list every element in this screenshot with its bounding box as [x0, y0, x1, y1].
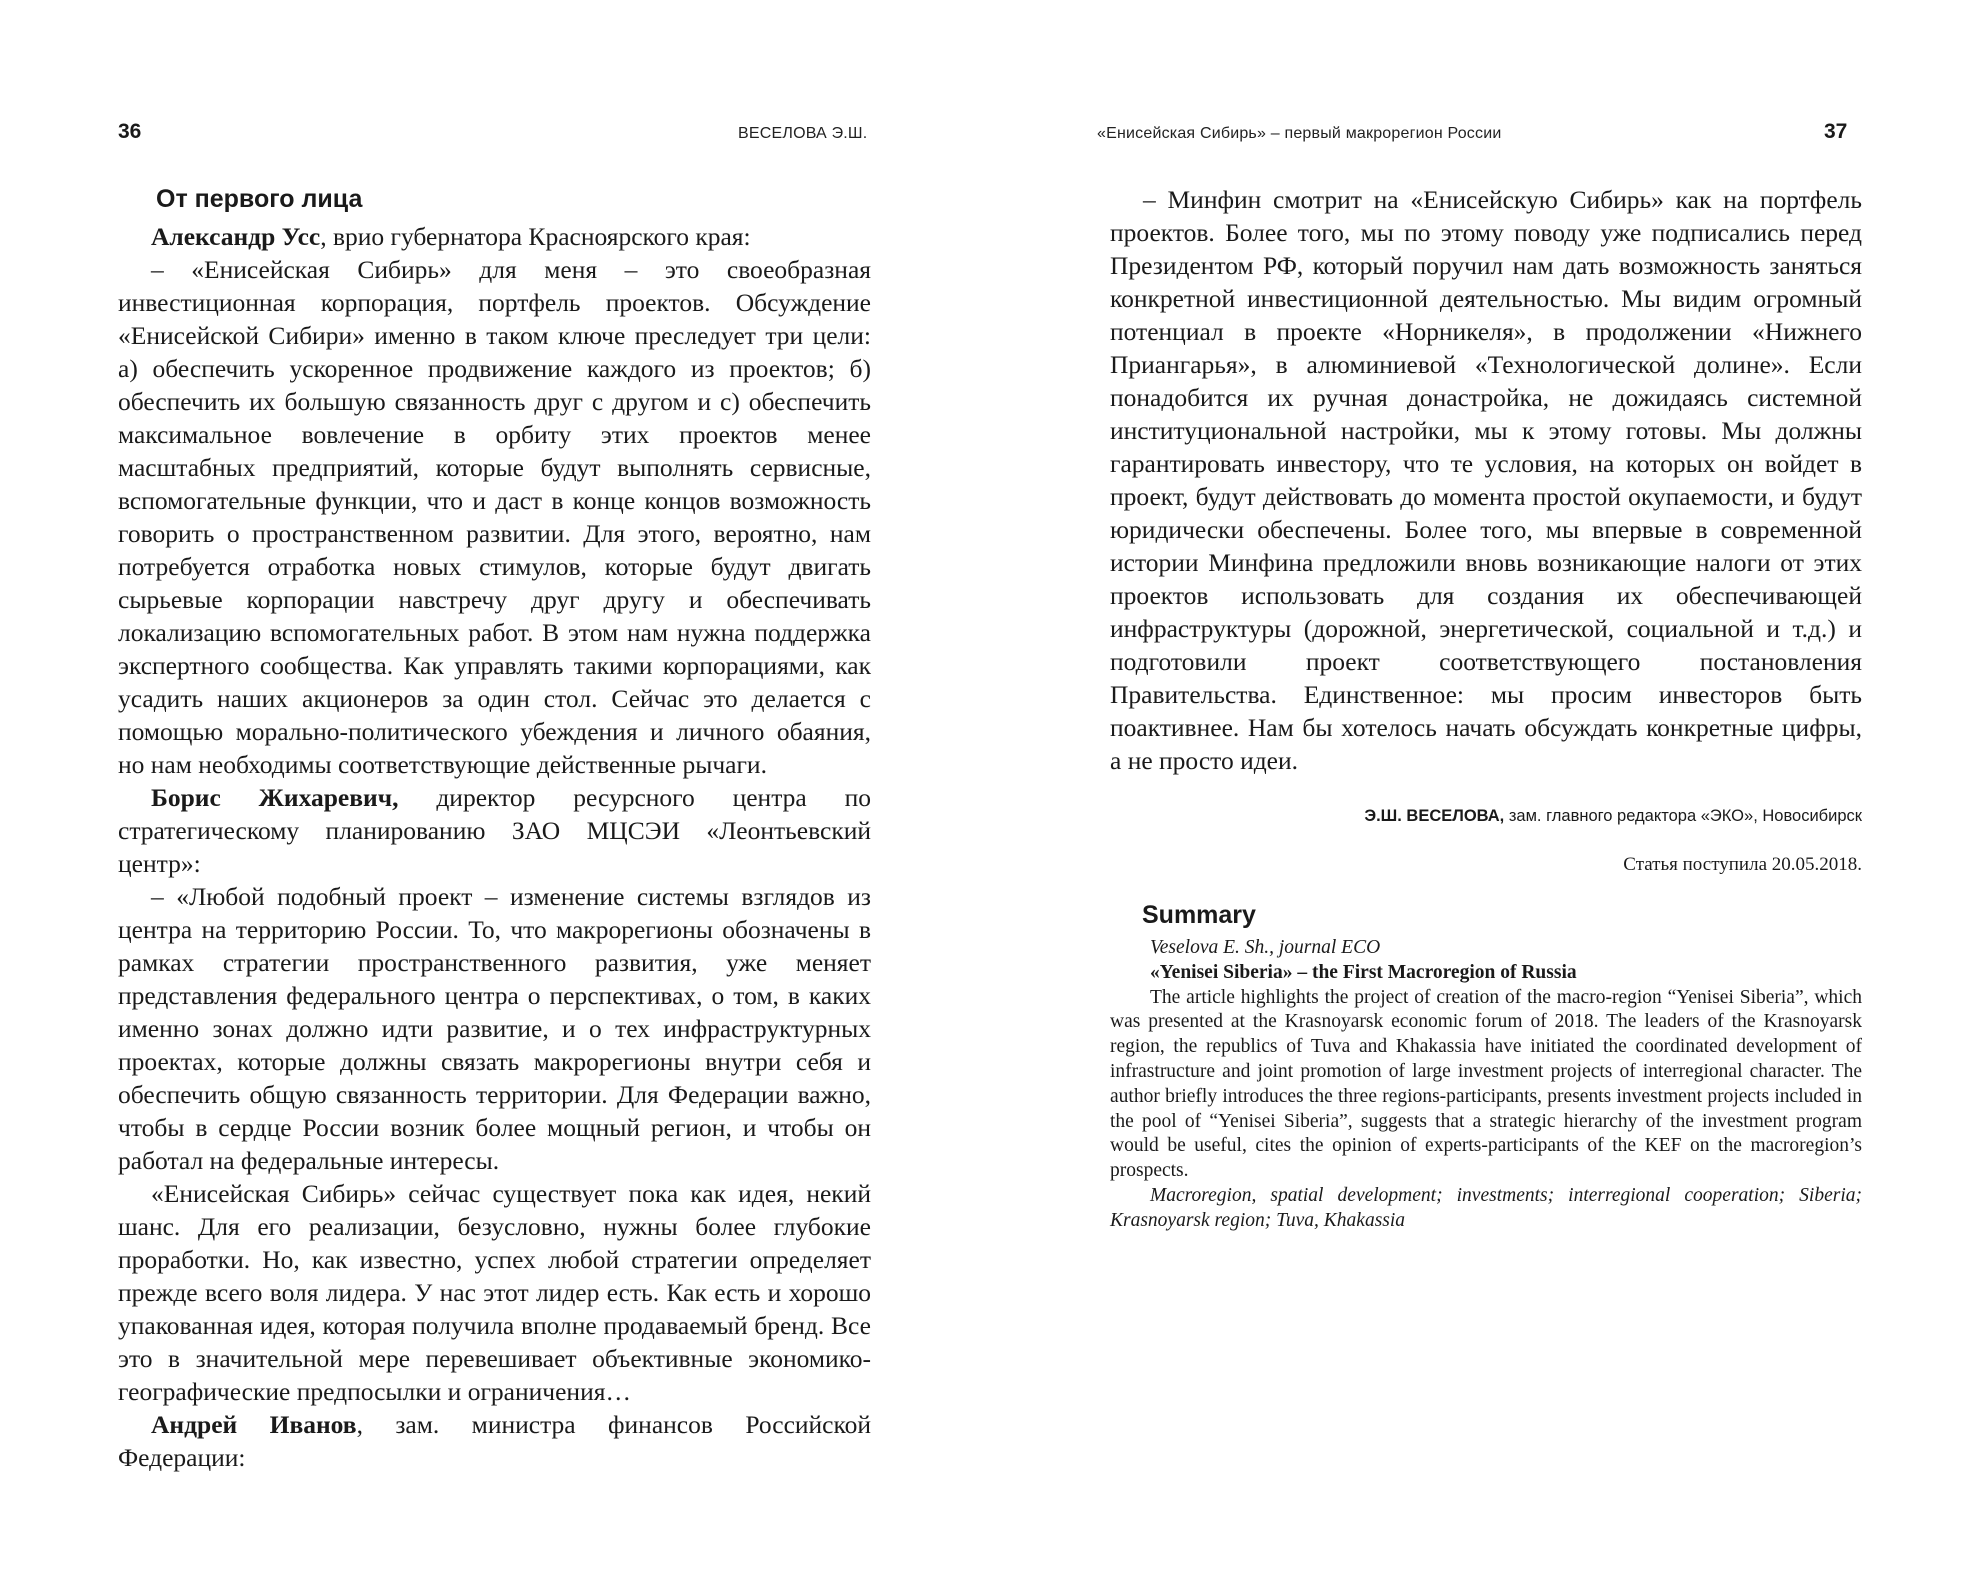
speaker-role: , врио губернатора Красноярского края: — [320, 222, 751, 251]
page-number-left: 36 — [118, 120, 142, 143]
right-page — [984, 0, 1969, 1575]
speaker-role: директор ресурсного центра по стратегическому планированию ЗАО МЦСЭИ «Леонтьевский центр»: — [118, 783, 871, 878]
speaker-intro-zhikharevich — [118, 781, 871, 880]
speaker-quote: – Минфин смотрит на «Енисейскую Сибирь» как на портфель проектов. Более того, мы по этому поводу уже подписались перед Президентом РФ, который поручил нам дать возможность заняться конкретной инвестиционной деятельностью. Мы видим огромный потенциал в проекте «Норникеля», в продолжении «Нижнего Приангарья», в алюминиевой «Технологической долине». Если понадобится их ручная донастройка, не дожидаясь системной институциональной настройки, мы к этому готовы. Мы должны гарантировать инвестору, что те условия, на которых он войдет в проект, будут действовать до момента простой окупаемости, и будут юридически обеспечены. Более того, мы впервые в современной истории Минфина предложили вновь возникающие налоги от этих проектов использовать для создания их обеспечивающей инфраструктуры (дорожной, энергетической, социальной и т.д.) и подготовили проект соответствующего постановления Правительства. Единственное: мы просим инвесторов быть поактивнее. Нам бы хотелось начать обсуждать конкретные цифры, а не просто идеи. — [1110, 185, 1862, 775]
speaker-intro-uss — [118, 220, 871, 253]
speaker-role: , зам. министра финансов Российской Федерации: — [118, 1410, 871, 1472]
signature-role: зам. главного редактора «ЭКО», Новосибирск — [1504, 807, 1862, 825]
speaker-name: Борис Жихаревич, — [151, 783, 399, 812]
page-number-right: 37 — [1824, 120, 1848, 143]
section-title: От первого лица — [156, 185, 363, 213]
running-head-right: «Енисейская Сибирь» – первый макрорегион России — [1097, 125, 1502, 142]
author-signature — [1110, 805, 1862, 827]
speaker-name: Александр Усс — [151, 222, 321, 251]
summary-title: «Yenisei Siberia» – the First Macroregion of Russia — [1150, 961, 1577, 983]
summary-abstract: The article highlights the project of creation of the macro-region “Yenisei Siberia”, which was presented at the Krasnoyarsk economic forum of 2018. The leaders of the Krasnoyarsk region, the republics of Tuva and Khakassia have initiated the coordinated development of infrastructure and joint promotion of large investment projects of interregional character. The author briefly introduces the three regions-participants, presents investment projects included in the pool of “Yenisei Siberia”, suggests that a strategic hierarchy of the investment program would be useful, cites the opinion of experts-participants of the KEF on the macroregion’s prospects. — [1110, 986, 1862, 1182]
summary-heading: Summary — [1142, 901, 1256, 929]
summary-author: Veselova E. Sh., journal ECO — [1150, 937, 1381, 958]
summary-keywords: Macroregion, spatial development; investments; interregional cooperation; Siberia; Krasnoyarsk region; Tuva, Khakassia — [1110, 1184, 1862, 1231]
speaker-quote: – «Любой подобный проект – изменение системы взглядов из центра на территорию России. То, что макрорегионы обозначены в рамках стратегии пространственного развития, уже меняет представления федерального центра о перспективах, о том, в каких именно зонах должно идти развитие, и о тех инфраструктурных проектах, которые должны связать макрорегионы внутри себя и обеспечить общую связанность территории. Для Федерации важно, чтобы в сердце России возник более мощный регион, и чтобы он работал на федеральные интересы. — [118, 882, 871, 1175]
summary-block — [1110, 936, 1862, 1234]
running-head-left: ВЕСЕЛОВА Э.Ш. — [738, 125, 868, 142]
signature-name: Э.Ш. ВЕСЕЛОВА, — [1364, 807, 1505, 825]
speaker-name: Андрей Иванов — [151, 1410, 357, 1439]
received-date: Статья поступила 20.05.2018. — [1623, 854, 1862, 875]
speaker-intro-ivanov — [118, 1408, 871, 1474]
right-column — [1110, 183, 1862, 1234]
speaker-quote: – «Енисейская Сибирь» для меня – это своеобразная инвестиционная корпорация, портфель проектов. Обсуждение «Енисейской Сибири» именно в таком ключе преследует три цели: а) обеспечить ускоренное продвижение каждого из проектов; б) обеспечить их большую связанность друг с другом и с) обеспечить максимальное вовлечение в орбиту этих проектов менее масштабных предприятий, которые будут выполнять сервисные, вспомогательные функции, что и даст в конце концов возможность говорить о пространственном развитии. Для этого, вероятно, нам потребуется отработка новых стимулов, которые будут двигать сырьевые корпорации навстречу друг другу и обеспечивать локализацию вспомогательных работ. В этом нам нужна поддержка экспертного сообщества. Как управлять такими корпорациями, как усадить наших акционеров за один стол. Сейчас это делается с помощью морально-политического убеждения и личного обаяния, но нам необходимы соответствующие действенные рычаги. — [118, 255, 871, 779]
left-page — [0, 0, 984, 1575]
speaker-quote-continued: «Енисейская Сибирь» сейчас существует пока как идея, некий шанс. Для его реализации, безусловно, нужны более глубокие проработки. Но, как известно, успех любой стратегии определяет прежде всего воля лидера. У нас этот лидер есть. Как есть и хорошо упакованная идея, которая получила вполне продаваемый бренд. Все это в значительной мере перевешивает объективные экономико-географические предпосылки и ограничения… — [118, 1179, 871, 1406]
left-column — [118, 183, 871, 1474]
